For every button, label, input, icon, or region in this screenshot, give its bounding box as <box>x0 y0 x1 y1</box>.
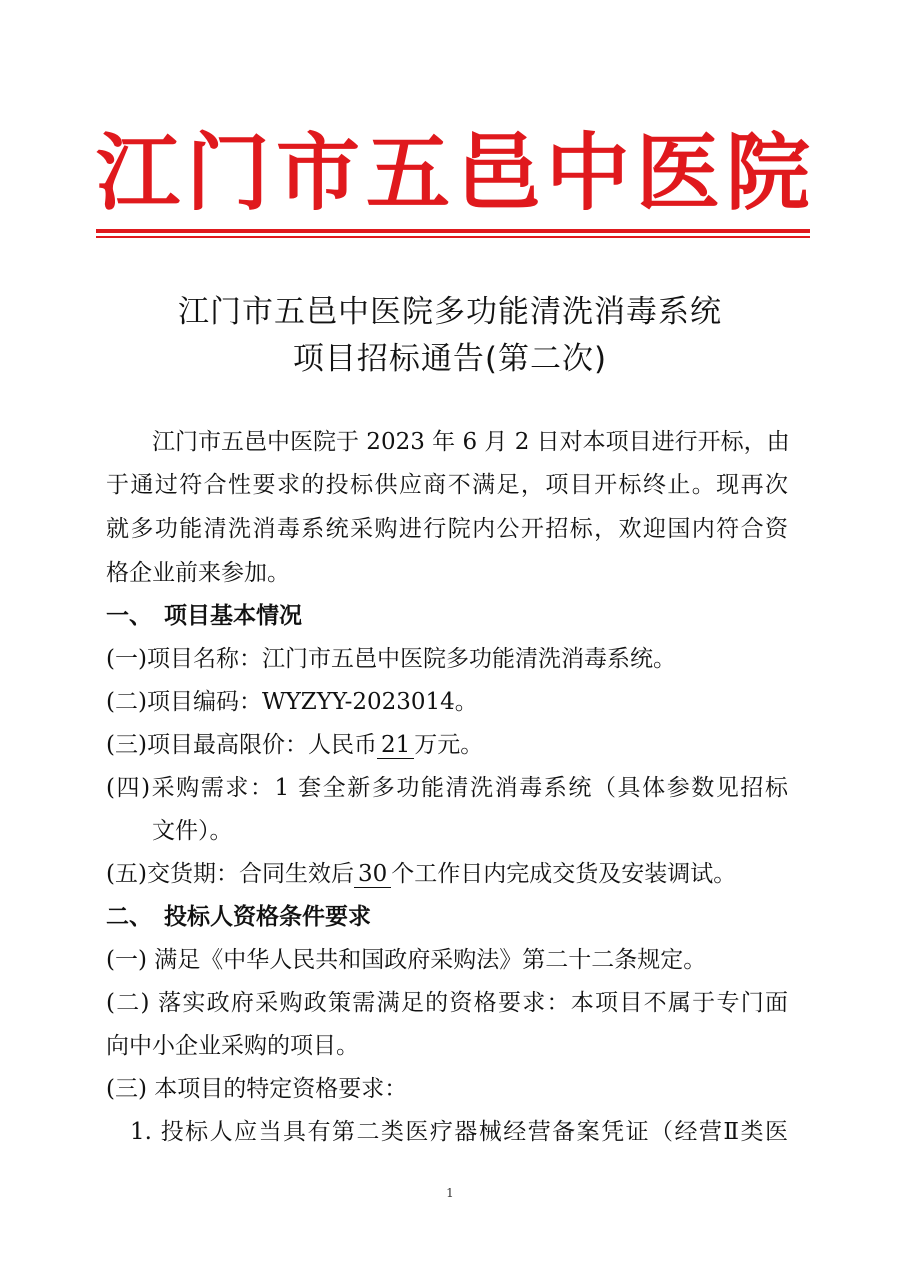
list-item-text: 个工作日内完成交货及安装调试。 <box>391 861 737 887</box>
section-title: 项目基本情况 <box>164 603 302 629</box>
list-item: (一) 满足《中华人民共和国政府采购法》第二十二条规定。 <box>106 947 707 973</box>
letterhead-char: 江 <box>96 123 181 222</box>
list-item-continuation: 向中小企业采购的项目。 <box>106 1033 359 1059</box>
section-heading <box>106 901 371 933</box>
document-title-line2: 项目招标通告(第二次) <box>292 341 608 377</box>
list-item: (一)项目名称：江门市五邑中医院多功能清洗消毒系统。 <box>106 646 676 672</box>
intro-line: 格企业前来参加。 <box>106 560 290 586</box>
list-item: (四)采购需求：1 套全新多功能清洗消毒系统（具体参数见招标 <box>106 775 788 801</box>
document-title-line1: 江门市五邑中医院多功能清洗消毒系统 <box>178 294 722 330</box>
intro-line: 江门市五邑中医院于 2023 年 6 月 2 日对本项目进行开标，由 <box>152 429 790 455</box>
intro-line: 就多功能清洗消毒系统采购进行院内公开招标，欢迎国内符合资 <box>106 516 788 542</box>
letterhead <box>96 123 810 222</box>
list-item <box>106 729 483 761</box>
intro-line: 于通过符合性要求的投标供应商不满足，项目开标终止。现再次 <box>106 472 788 498</box>
letterhead-rule-thick <box>96 229 810 233</box>
letterhead-char: 门 <box>185 123 270 222</box>
letterhead-char: 市 <box>275 123 360 222</box>
list-item: (二) 落实政府采购政策需满足的资格要求：本项目不属于专门面 <box>106 990 788 1016</box>
section-number: 二、 <box>106 904 152 930</box>
letterhead-char: 邑 <box>455 123 540 222</box>
section-title: 投标人资格条件要求 <box>164 904 371 930</box>
list-item <box>106 858 736 890</box>
delivery-days-value: 30 <box>354 861 391 888</box>
list-item-text: (三)项目最高限价：人民币 <box>106 732 377 758</box>
letterhead-char: 中 <box>545 123 630 222</box>
letterhead-char: 院 <box>725 123 810 222</box>
list-item-text: 万元。 <box>414 732 484 758</box>
list-item-text: (五)交货期：合同生效后 <box>106 861 354 887</box>
page-number: 1 <box>446 1186 454 1200</box>
sub-list-item: 1. 投标人应当具有第二类医疗器械经营备案凭证（经营Ⅱ类医 <box>130 1119 788 1145</box>
list-item: (三) 本项目的特定资格要求： <box>106 1076 408 1102</box>
letterhead-char: 五 <box>365 123 450 222</box>
letterhead-char: 医 <box>635 123 720 222</box>
section-heading <box>106 600 302 632</box>
list-item-continuation: 文件）。 <box>152 818 233 844</box>
list-item: (二)项目编码：WYZYY-2023014。 <box>106 689 478 715</box>
letterhead-rule-thin <box>96 236 810 238</box>
section-number: 一、 <box>106 603 152 629</box>
max-price-value: 21 <box>377 732 414 759</box>
